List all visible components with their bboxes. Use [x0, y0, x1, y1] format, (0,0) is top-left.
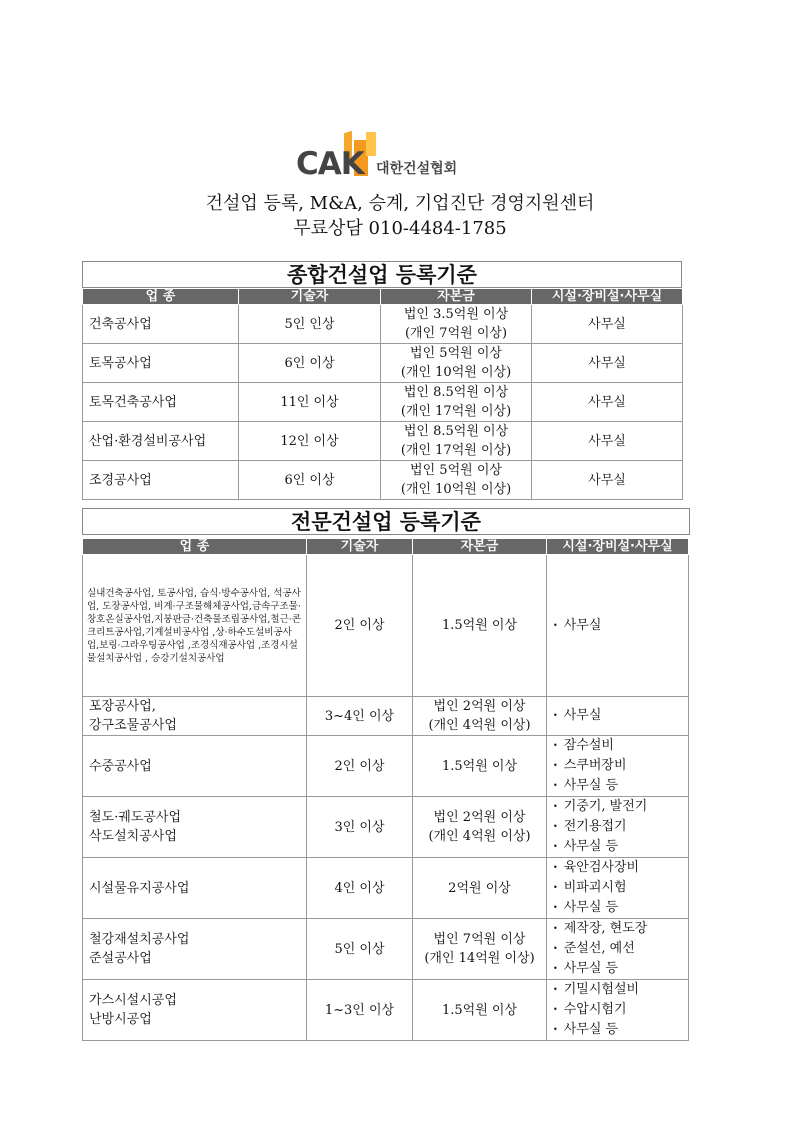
col-header-capital: 자본금	[381, 289, 532, 305]
facility-item: • 수압시험기	[553, 1000, 682, 1020]
row-facility	[547, 555, 689, 697]
logo-mark-right	[366, 132, 376, 156]
row-tech: 4인 이상	[307, 858, 413, 919]
row-tech: 5인 인상	[239, 305, 381, 344]
col-header-capital: 자본금	[413, 539, 547, 555]
row-facility: 사무실	[532, 383, 683, 422]
row-facility	[547, 858, 689, 919]
row-name: 조경공사업	[83, 461, 239, 500]
row-facility	[547, 797, 689, 858]
logo-subtitle: 대한건설협회	[376, 161, 458, 177]
row-tech: 11인 이상	[239, 383, 381, 422]
row-facility: 사무실	[532, 422, 683, 461]
table-row	[83, 305, 683, 344]
logo-word: CAK	[296, 146, 364, 182]
row-facility	[547, 736, 689, 797]
facility-item: • 잠수설비	[553, 736, 682, 756]
col-header-facility: 시설·장비설·사무실	[547, 539, 689, 555]
table-row	[83, 422, 683, 461]
row-tech: 5인 이상	[307, 919, 413, 980]
col-header-tech: 기술자	[239, 289, 381, 305]
col-header-type: 업 종	[83, 539, 307, 555]
row-name: 포장공사업, 강구조물공사업	[83, 697, 307, 736]
facility-item: • 기중기, 발전기	[553, 797, 682, 817]
row-tech: 3~4인 이상	[307, 697, 413, 736]
row-capital: 법인 2억원 이상 (개인 4억원 이상)	[413, 697, 547, 736]
header-line-1: 건설업 등록, M&A, 승계, 기업진단 경영지원센터	[205, 193, 595, 214]
row-facility: 사무실	[532, 305, 683, 344]
row-name: 산업·환경설비공사업	[83, 422, 239, 461]
table-row	[83, 980, 689, 1041]
facility-item: • 기밀시험설비	[553, 980, 682, 1000]
row-capital: 1.5억원 이상	[413, 736, 547, 797]
row-capital: 법인 5억원 이상 (개인 10억원 이상)	[381, 461, 532, 500]
row-capital: 2억원 이상	[413, 858, 547, 919]
table-row	[83, 555, 689, 697]
row-tech: 2인 이상	[307, 555, 413, 697]
facility-item: • 전기용접기	[553, 817, 682, 837]
row-name: 철도·궤도공사업 삭도설치공사업	[83, 797, 307, 858]
general-title: 종합건설업 등록기준	[82, 261, 682, 288]
row-capital: 법인 8.5억원 이상 (개인 17억원 이상)	[381, 422, 532, 461]
row-name: 가스시설시공업 난방시공업	[83, 980, 307, 1041]
row-tech: 12인 이상	[239, 422, 381, 461]
general-header-row	[83, 289, 683, 305]
row-capital: 1.5억원 이상	[413, 555, 547, 697]
special-header-row	[83, 539, 689, 555]
row-name: 수중공사업	[83, 736, 307, 797]
col-header-facility: 시설·장비설·사무실	[532, 289, 683, 305]
header-line-2: 무료상담 010-4484-1785	[293, 218, 507, 239]
row-name: 철강재설치공사업 준설공사업	[83, 919, 307, 980]
facility-item: • 비파괴시험	[553, 878, 682, 898]
col-header-tech: 기술자	[307, 539, 413, 555]
facility-item: • 스쿠버장비	[553, 756, 682, 776]
row-capital: 1.5억원 이상	[413, 980, 547, 1041]
facility-item: • 사무실	[553, 616, 682, 636]
row-name: 시설물유지공사업	[83, 858, 307, 919]
row-name: 토목건축공사업	[83, 383, 239, 422]
table-row	[83, 797, 689, 858]
facility-item: • 사무실 등	[553, 837, 682, 857]
row-facility	[547, 980, 689, 1041]
table-row	[83, 697, 689, 736]
row-name: 토목공사업	[83, 344, 239, 383]
facility-item: • 제작장, 현도장	[553, 919, 682, 939]
row-tech: 1~3인 이상	[307, 980, 413, 1041]
row-capital: 법인 3.5억원 이상 (개인 7억원 이상)	[381, 305, 532, 344]
special-title: 전문건설업 등록기준	[82, 508, 690, 535]
row-capital: 법인 7억원 이상 (개인 14억원 이상)	[413, 919, 547, 980]
row-capital: 법인 8.5억원 이상 (개인 17억원 이상)	[381, 383, 532, 422]
facility-item: • 사무실 등	[553, 1020, 682, 1040]
row-capital: 법인 2억원 이상 (개인 4억원 이상)	[413, 797, 547, 858]
table-row	[83, 919, 689, 980]
row-facility	[547, 697, 689, 736]
facility-item: • 육안검사장비	[553, 858, 682, 878]
facility-item: • 사무실 등	[553, 959, 682, 979]
facility-item: • 준설선, 예선	[553, 939, 682, 959]
col-header-type: 업 종	[83, 289, 239, 305]
table-row	[83, 858, 689, 919]
table-row	[83, 461, 683, 500]
row-facility: 사무실	[532, 344, 683, 383]
row-tech: 6인 이상	[239, 461, 381, 500]
row-tech: 6인 이상	[239, 344, 381, 383]
table-row	[83, 344, 683, 383]
row-capital: 법인 5억원 이상 (개인 10억원 이상)	[381, 344, 532, 383]
general-table	[82, 288, 683, 500]
row-tech: 3인 이상	[307, 797, 413, 858]
row-name: 실내건축공사업, 토공사업, 습식·방수공사업, 석공사업, 도장공사업, 비계·구조물해체공사업,금속구조물·창호온실공사업,지붕판금·건축물조립공사업,철근·콘크리트공사업,기계설비공사업 ,상·하수도설비공사업,보링·그라우팅공사업 ,조경식재공사업 ,조경시설물설치공사업 , 승강기설치공사업	[83, 555, 307, 697]
row-tech: 2인 이상	[307, 736, 413, 797]
facility-item: • 사무실 등	[553, 898, 682, 918]
row-facility	[547, 919, 689, 980]
cak-logo	[296, 132, 516, 190]
row-name: 건축공사업	[83, 305, 239, 344]
table-row	[83, 383, 683, 422]
facility-item: • 사무실 등	[553, 776, 682, 796]
table-row	[83, 736, 689, 797]
facility-item: • 사무실	[553, 706, 682, 726]
row-facility: 사무실	[532, 461, 683, 500]
special-table	[82, 538, 689, 1041]
